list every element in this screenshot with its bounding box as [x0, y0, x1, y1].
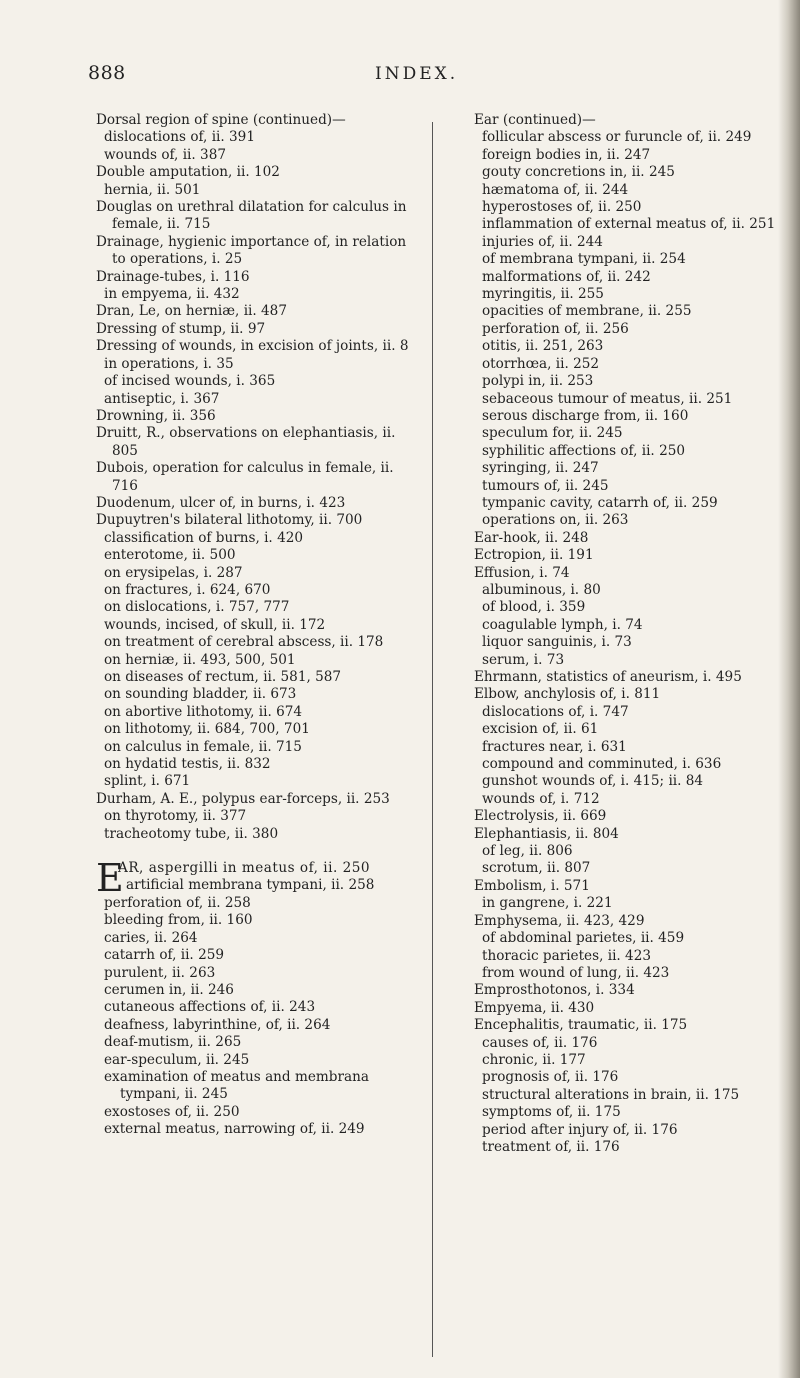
index-subentry: treatment of, ii. 176: [482, 1138, 620, 1155]
index-subentry: tumours of, ii. 245: [482, 477, 609, 494]
index-subentry: on diseases of rectum, ii. 581, 587: [104, 669, 342, 685]
index-entries-d: [96, 112, 414, 843]
index-entry: Ectropion, ii. 191: [474, 547, 594, 564]
index-subentry: of leg, ii. 806: [482, 843, 573, 860]
index-entry: Emphysema, ii. 423, 429: [474, 912, 645, 929]
index-entries-ear: [96, 895, 414, 1139]
index-subentry: external meatus, narrowing of, ii. 249: [104, 1121, 365, 1138]
index-entry: Drainage-tubes, i. 116: [96, 268, 250, 285]
index-subentry: otitis, ii. 251, 263: [482, 338, 604, 355]
index-entry: Double amputation, ii. 102: [96, 164, 280, 181]
index-subentry: artificial membrana tympani, ii. 258: [126, 877, 375, 894]
index-subentry: hæmatoma of, ii. 244: [482, 181, 629, 198]
index-entry: Ear-hook, ii. 248: [474, 529, 589, 546]
index-subentry: serous discharge from, ii. 160: [482, 407, 689, 424]
index-subentry: structural alterations in brain, ii. 175: [482, 1086, 740, 1103]
index-subentry: cutaneous affections of, ii. 243: [104, 999, 316, 1016]
index-subentry: gunshot wounds of, i. 415; ii. 84: [482, 773, 704, 790]
index-subentry: deafness, labyrinthine, of, ii. 264: [104, 1016, 331, 1033]
index-subentry: of membrana tympani, ii. 254: [482, 251, 686, 268]
index-subentry: dislocations of, ii. 391: [104, 129, 255, 146]
index-subentry: wounds of, i. 712: [482, 790, 600, 807]
index-entry: Encephalitis, traumatic, ii. 175: [474, 1017, 688, 1034]
index-subentry: tympanic cavity, catarrh of, ii. 259: [482, 494, 718, 511]
index-subentry: fractures near, i. 631: [482, 738, 627, 755]
index-subentry: dislocations of, i. 747: [482, 703, 629, 720]
page-number: 888: [88, 62, 126, 84]
index-subentry: antiseptic, i. 367: [104, 390, 220, 407]
index-entry: Durham, A. E., polypus ear-forceps, ii. 253: [96, 790, 390, 807]
index-subentry: causes of, ii. 176: [482, 1034, 598, 1051]
index-subentry: hernia, ii. 501: [104, 181, 201, 198]
index-column-left: [96, 112, 414, 1139]
index-subentry: myringitis, ii. 255: [482, 286, 604, 303]
index-subentry: ear-speculum, ii. 245: [104, 1051, 250, 1068]
index-subentry: syringing, ii. 247: [482, 460, 599, 477]
index-subentry: on erysipelas, i. 287: [104, 564, 243, 581]
index-subentry: compound and comminuted, i. 636: [482, 756, 722, 773]
index-subentry: of abdominal parietes, ii. 459: [482, 930, 685, 947]
index-subentry: perforation of, ii. 258: [104, 894, 251, 911]
index-subentry: wounds of, ii. 387: [104, 146, 226, 163]
index-entry: Dubois, operation for calculus in female, ii. 716: [96, 460, 394, 494]
index-entry: Drowning, ii. 356: [96, 407, 216, 424]
index-subentry: on herniæ, ii. 493, 500, 501: [104, 651, 296, 668]
section-gap: [96, 843, 414, 860]
index-entry: Dressing of stump, ii. 97: [96, 320, 266, 337]
index-entry: Dupuytren's bilateral lithotomy, ii. 700: [96, 512, 363, 529]
index-subentry: opacities of membrane, ii. 255: [482, 303, 692, 320]
index-subentry: operations on, ii. 263: [482, 512, 629, 529]
index-subentry: thoracic parietes, ii. 423: [482, 947, 652, 964]
index-subentry: on abortive lithotomy, ii. 674: [104, 703, 303, 720]
index-subentry: injuries of, ii. 244: [482, 233, 603, 250]
section-e-start: [96, 856, 414, 901]
index-entry: Douglas on urethral dilatation for calculus in female, ii. 715: [96, 199, 407, 233]
page-header: [0, 62, 800, 92]
index-subentry: serum, i. 73: [482, 651, 565, 668]
index-subentry: period after injury of, ii. 176: [482, 1121, 678, 1138]
index-subentry: classification of burns, i. 420: [104, 529, 304, 546]
index-subentry: follicular abscess or furuncle of, ii. 249: [482, 129, 752, 146]
index-subentry: speculum for, ii. 245: [482, 425, 623, 442]
index-subentry: sebaceous tumour of meatus, ii. 251: [482, 390, 733, 407]
index-entry: Elephantiasis, ii. 804: [474, 825, 619, 842]
index-subentry: in operations, i. 35: [104, 355, 234, 372]
index-entry: Empyema, ii. 430: [474, 999, 595, 1016]
index-subentry: hyperostoses of, ii. 250: [482, 199, 642, 216]
index-subentry: gouty concretions in, ii. 245: [482, 164, 675, 181]
drop-cap-letter: E: [96, 856, 124, 901]
index-subentry: on calculus in female, ii. 715: [104, 738, 302, 755]
index-subentry: caries, ii. 264: [104, 929, 198, 946]
index-subentry: from wound of lung, ii. 423: [482, 964, 670, 981]
index-entry: Embolism, i. 571: [474, 877, 590, 894]
index-subentry: syphilitic affections of, ii. 250: [482, 442, 686, 459]
index-subentry: catarrh of, ii. 259: [104, 947, 225, 964]
index-subentry: deaf-mutism, ii. 265: [104, 1034, 242, 1051]
index-subentry: on dislocations, i. 757, 777: [104, 599, 290, 616]
index-subentry: in empyema, ii. 432: [104, 286, 240, 303]
index-column-right: [474, 112, 792, 1156]
index-subentry: on hydatid testis, ii. 832: [104, 756, 271, 773]
index-subentry: in gangrene, i. 221: [482, 895, 613, 912]
index-subentry: perforation of, ii. 256: [482, 320, 629, 337]
index-subentry: on thyrotomy, ii. 377: [104, 808, 247, 825]
index-entry: Dorsal region of spine (continued)—: [96, 112, 346, 128]
index-subentry: cerumen in, ii. 246: [104, 981, 234, 998]
index-entry: Emprosthotonos, i. 334: [474, 982, 635, 999]
index-subentry: foreign bodies in, ii. 247: [482, 146, 651, 163]
index-subentry: prognosis of, ii. 176: [482, 1069, 619, 1086]
index-subentry: bleeding from, ii. 160: [104, 912, 253, 929]
index-entry: Elbow, anchylosis of, i. 811: [474, 686, 661, 703]
index-subentry: coagulable lymph, i. 74: [482, 616, 643, 633]
index-entry: Dran, Le, on herniæ, ii. 487: [96, 303, 287, 320]
index-subentry: on sounding bladder, ii. 673: [104, 686, 297, 703]
index-subentry: of incised wounds, i. 365: [104, 373, 276, 390]
index-entry: Druitt, R., observations on elephantiasis, ii. 805: [96, 425, 396, 459]
index-subentry: enterotome, ii. 500: [104, 547, 236, 564]
index-subentry: scrotum, ii. 807: [482, 860, 591, 877]
index-subentry: malformations of, ii. 242: [482, 268, 651, 285]
index-subentry: polypi in, ii. 253: [482, 373, 594, 390]
index-subentry: excision of, ii. 61: [482, 721, 599, 738]
index-subentry: purulent, ii. 263: [104, 964, 216, 981]
index-entry: Drainage, hygienic importance of, in relation to operations, i. 25: [96, 233, 407, 268]
index-subentry: tracheotomy tube, ii. 380: [104, 825, 279, 842]
index-subentry: on treatment of cerebral abscess, ii. 178: [104, 634, 384, 651]
index-subentry: examination of meatus and membrana tympani, ii. 245: [104, 1068, 369, 1103]
index-subentry: liquor sanguinis, i. 73: [482, 634, 632, 651]
index-entry: Ear (continued)—: [474, 112, 596, 128]
index-subentry: on fractures, i. 624, 670: [104, 581, 271, 598]
index-subentry: splint, i. 671: [104, 773, 191, 790]
index-entries-e: [474, 112, 792, 1156]
column-divider: [432, 122, 433, 1357]
index-subentry: symptoms of, ii. 175: [482, 1104, 621, 1121]
index-subentry: of blood, i. 359: [482, 599, 586, 616]
index-subentry: on lithotomy, ii. 684, 700, 701: [104, 721, 310, 738]
index-entry: Electrolysis, ii. 669: [474, 808, 607, 825]
index-entry: Duodenum, ulcer of, in burns, i. 423: [96, 494, 346, 511]
index-entry: Dressing of wounds, in excision of joints, ii. 8: [96, 338, 409, 355]
index-entry: Ehrmann, statistics of aneurism, i. 495: [474, 669, 742, 685]
index-subentry: otorrhœa, ii. 252: [482, 355, 600, 372]
index-entry: Effusion, i. 74: [474, 564, 570, 581]
page-title: INDEX.: [375, 64, 459, 84]
index-entry: AR, aspergilli in meatus of, ii. 250: [118, 860, 371, 877]
index-subentry: exostoses of, ii. 250: [104, 1103, 240, 1120]
index-subentry: chronic, ii. 177: [482, 1051, 586, 1068]
index-subentry: inflammation of external meatus of, ii. 251: [482, 216, 776, 233]
index-subentry: wounds, incised, of skull, ii. 172: [104, 616, 326, 633]
index-subentry: albuminous, i. 80: [482, 581, 601, 598]
